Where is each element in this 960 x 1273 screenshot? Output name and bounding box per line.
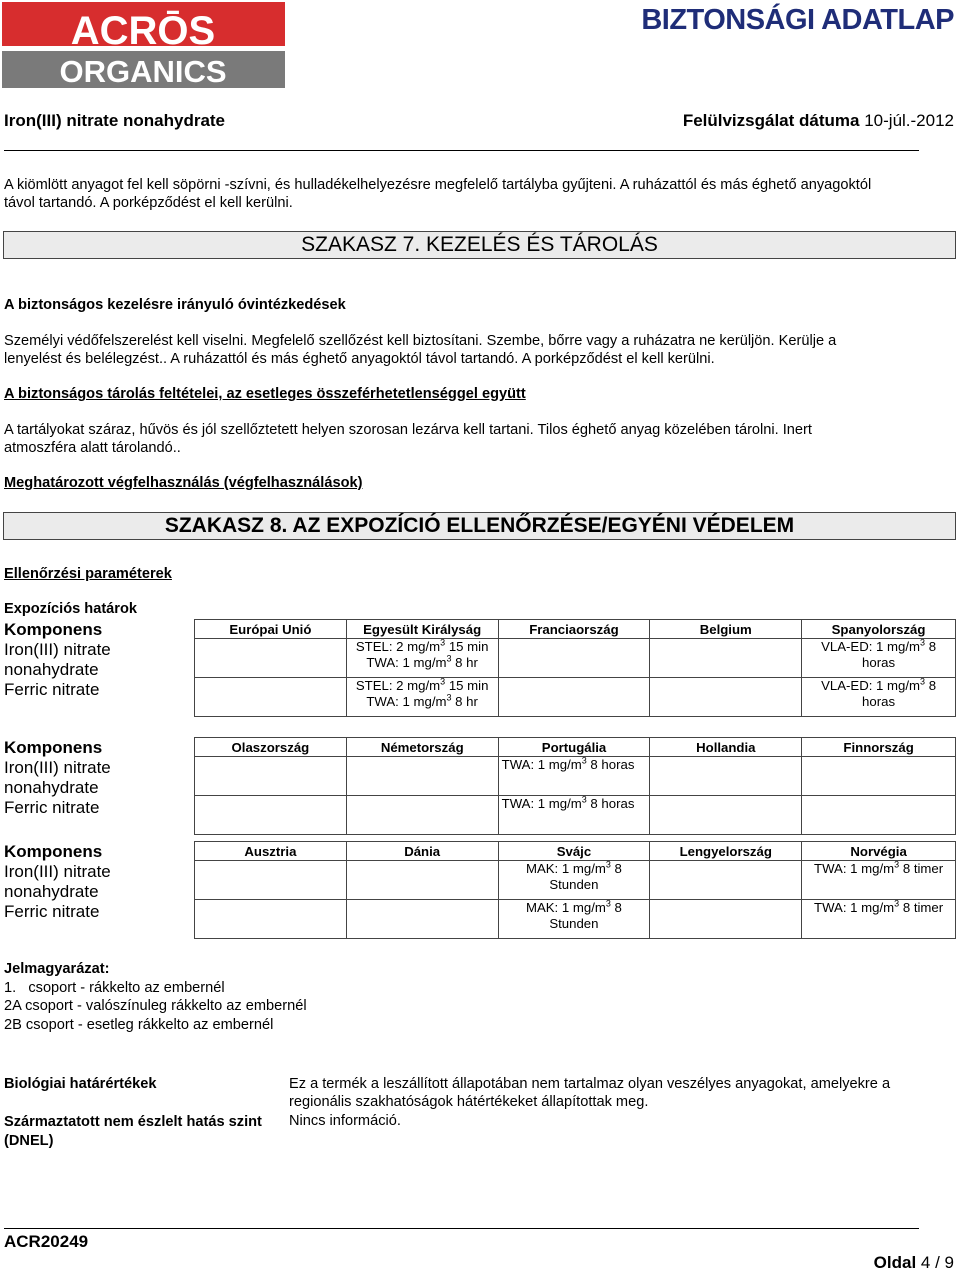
- component-iron-nitrate-line1: Iron(III) nitrate: [4, 862, 111, 881]
- table-cell: [650, 639, 802, 678]
- acros-organics-logo-graphic: [2, 2, 285, 88]
- table-cell: STEL: 2 $mg/m^3$ 15 min TWA: 1 $mg/m^3$ 8 hr: [346, 678, 498, 717]
- column-header: Dánia: [346, 842, 498, 861]
- spill-text: [4, 176, 871, 212]
- table-cell: [498, 639, 650, 678]
- exposure-limits-heading: Expozíciós határok: [4, 601, 138, 617]
- page-label: Oldal: [873, 1253, 917, 1272]
- bio-limits-label: Biológiai határértékek: [4, 1076, 157, 1092]
- dnel-value: Nincs információ.: [289, 1113, 401, 1129]
- section8-title: SZAKASZ 8. AZ EXPOZÍCIÓ ELLENŐRZÉSE/EGYÉNI VÉDELEM: [164, 514, 795, 537]
- footer-divider: [4, 1228, 919, 1229]
- exposure-table-2: [194, 737, 956, 835]
- column-header: Európai Unió: [195, 620, 347, 639]
- section7-header: [3, 231, 956, 259]
- component-ferric-nitrate: Ferric nitrate: [4, 680, 100, 699]
- table-cell: [346, 861, 498, 900]
- component-iron-nitrate-line1: Iron(III) nitrate: [4, 758, 111, 777]
- table-row: [195, 861, 956, 900]
- table-row: [195, 757, 956, 796]
- table-cell: [802, 796, 956, 835]
- table-cell: [195, 861, 347, 900]
- component-iron-nitrate-line2: nonahydrate: [4, 660, 99, 679]
- product-name: Iron(III) nitrate nonahydrate: [4, 111, 226, 130]
- storage-text-line2: atmoszféra alatt tárolandó..: [4, 440, 181, 456]
- revision-date-value: 10-júl.-2012: [864, 111, 954, 130]
- table-row: [195, 796, 956, 835]
- acros-organics-logo: [2, 2, 285, 88]
- component-label: Komponens: [4, 620, 103, 639]
- legend-item-1: 1. csoport - rákkelto az embernél: [4, 979, 225, 996]
- column-header: Lengyelország: [650, 842, 802, 861]
- revision-label: Felülvizsgálat dátuma: [682, 111, 860, 130]
- table-cell: [195, 796, 347, 835]
- component-iron-nitrate-line1: Iron(III) nitrate: [4, 640, 111, 659]
- legend-title: Jelmagyarázat:: [4, 961, 110, 977]
- table-header-row: [195, 738, 956, 757]
- table-cell: [195, 757, 347, 796]
- table-cell: [498, 678, 650, 717]
- table-header-row: [195, 842, 956, 861]
- component-ferric-nitrate: Ferric nitrate: [4, 798, 100, 817]
- handling-text: [4, 332, 836, 368]
- column-header: Norvégia: [802, 842, 956, 861]
- logo-brand-line1: ACRŌS: [70, 9, 216, 53]
- exposure-table-3: [194, 841, 956, 939]
- bio-limits-text-line1: Ez a termék a leszállított állapotában nem tartalmaz olyan veszélyes anyagokat, amelyekre a: [289, 1076, 891, 1092]
- bio-limits-text-line2: regionális szakhatóságok hátértékeket állapítottak meg.: [289, 1094, 649, 1110]
- table-cell: [650, 861, 802, 900]
- table-cell: [650, 796, 802, 835]
- component-label: Komponens: [4, 842, 103, 861]
- column-header: Belgium: [650, 620, 802, 639]
- component-list-1: [4, 620, 111, 700]
- column-header: Ausztria: [195, 842, 347, 861]
- table-cell: MAK: 1 $mg/m^3$ 8 Stunden: [498, 861, 650, 900]
- table-cell: VLA-ED: 1 $mg/m^3$ 8 horas: [802, 678, 956, 717]
- column-header: Spanyolország: [802, 620, 956, 639]
- spill-text-line2: távol tartandó. A porképződést el kell kerülni.: [4, 195, 293, 211]
- table-cell: [195, 678, 347, 717]
- control-params-heading: Ellenőrzési paraméterek: [4, 566, 172, 582]
- handling-heading: A biztonságos kezelésre irányuló óvintézkedések: [4, 297, 346, 313]
- dnel-label: Származtatott nem észlelt hatás szint (DNEL): [4, 1114, 262, 1149]
- end-use-heading: Meghatározott végfelhasználás (végfelhasználások): [4, 475, 363, 491]
- table-cell: [195, 639, 347, 678]
- column-header: Németország: [346, 738, 498, 757]
- header-divider: [4, 150, 919, 151]
- storage-heading: A biztonságos tárolás feltételei, az esetleges összeférhetetlenséggel együtt: [4, 386, 526, 402]
- column-header: Portugália: [498, 738, 650, 757]
- table-cell: MAK: 1 $mg/m^3$ 8 Stunden: [498, 900, 650, 939]
- column-header: Egyesült Királyság: [346, 620, 498, 639]
- component-iron-nitrate-line2: nonahydrate: [4, 882, 99, 901]
- table-row: [195, 900, 956, 939]
- column-header: Svájc: [498, 842, 650, 861]
- component-iron-nitrate-line2: nonahydrate: [4, 778, 99, 797]
- handling-text-line1: Személyi védőfelszerelést kell viselni. Megfelelő szellőzést kell biztosítani. Szembe, bőrre vagy a ruházatra ne kerüljön. Kerülje a: [4, 333, 837, 349]
- component-ferric-nitrate: Ferric nitrate: [4, 902, 100, 921]
- bio-limits-text: [289, 1075, 890, 1111]
- column-header: Olaszország: [195, 738, 347, 757]
- document-code: ACR20249: [4, 1232, 89, 1251]
- table-cell: STEL: 2 $mg/m^3$ 15 min TWA: 1 $mg/m^3$ 8 hr: [346, 639, 498, 678]
- table-cell: [346, 900, 498, 939]
- table-cell: TWA: 1 $mg/m^3$ 8 timer: [802, 861, 956, 900]
- table-cell: [650, 757, 802, 796]
- table-cell: [650, 900, 802, 939]
- component-list-3: [4, 842, 111, 922]
- table-row: [195, 639, 956, 678]
- legend-item-2b: 2B csoport - esetleg rákkelto az embernél: [4, 1016, 274, 1033]
- component-list-2: [4, 738, 111, 818]
- table-cell: VLA-ED: 1 $mg/m^3$ 8 horas: [802, 639, 956, 678]
- table-row: [195, 678, 956, 717]
- component-label: Komponens: [4, 738, 103, 757]
- legend-item-2a: 2A csoport - valószínuleg rákkelto az embernél: [4, 998, 307, 1014]
- table-cell: TWA: 1 $mg/m^3$ 8 timer: [802, 900, 956, 939]
- exposure-table-1: [194, 619, 956, 717]
- handling-text-line2: lenyelést és belélegzést.. A ruházattól és más éghető anyagoktól távol tartandó. A porképződést el kell kerülni.: [4, 351, 715, 367]
- section7-title: SZAKASZ 7. KEZELÉS ÉS TÁROLÁS: [301, 233, 658, 256]
- table-cell: [346, 757, 498, 796]
- table-header-row: [195, 620, 956, 639]
- storage-text-line1: A tartályokat száraz, hűvös és jól szellőztetett helyen szorosan lezárva kell tartani. Tilos éghető anyag közelében tárolni. Inert: [4, 422, 812, 438]
- column-header: Hollandia: [650, 738, 802, 757]
- table-cell: [195, 900, 347, 939]
- column-header: Franciaország: [498, 620, 650, 639]
- table-cell: [346, 796, 498, 835]
- legend: [4, 960, 307, 1034]
- logo-brand-line2: ORGANICS: [59, 54, 227, 88]
- column-header: Finnország: [802, 738, 956, 757]
- spill-text-line1: A kiömlött anyagot fel kell söpörni -szívni, és hulladékelhelyezésre megfelelő tartályba gyűjteni. A ruházattól és más éghető anyagoktól: [4, 177, 872, 193]
- table-cell: TWA: 1 $mg/m^3$ 8 horas: [498, 757, 650, 796]
- table-cell: [650, 678, 802, 717]
- revision-date: [683, 111, 954, 131]
- storage-text: [4, 421, 812, 457]
- page-value: 4 / 9: [920, 1253, 954, 1272]
- document-title: BIZTONSÁGI ADATLAP: [641, 4, 954, 36]
- page-number: [874, 1253, 954, 1273]
- table-cell: [802, 757, 956, 796]
- section8-header: [3, 512, 956, 540]
- table-cell: TWA: 1 $mg/m^3$ 8 horas: [498, 796, 650, 835]
